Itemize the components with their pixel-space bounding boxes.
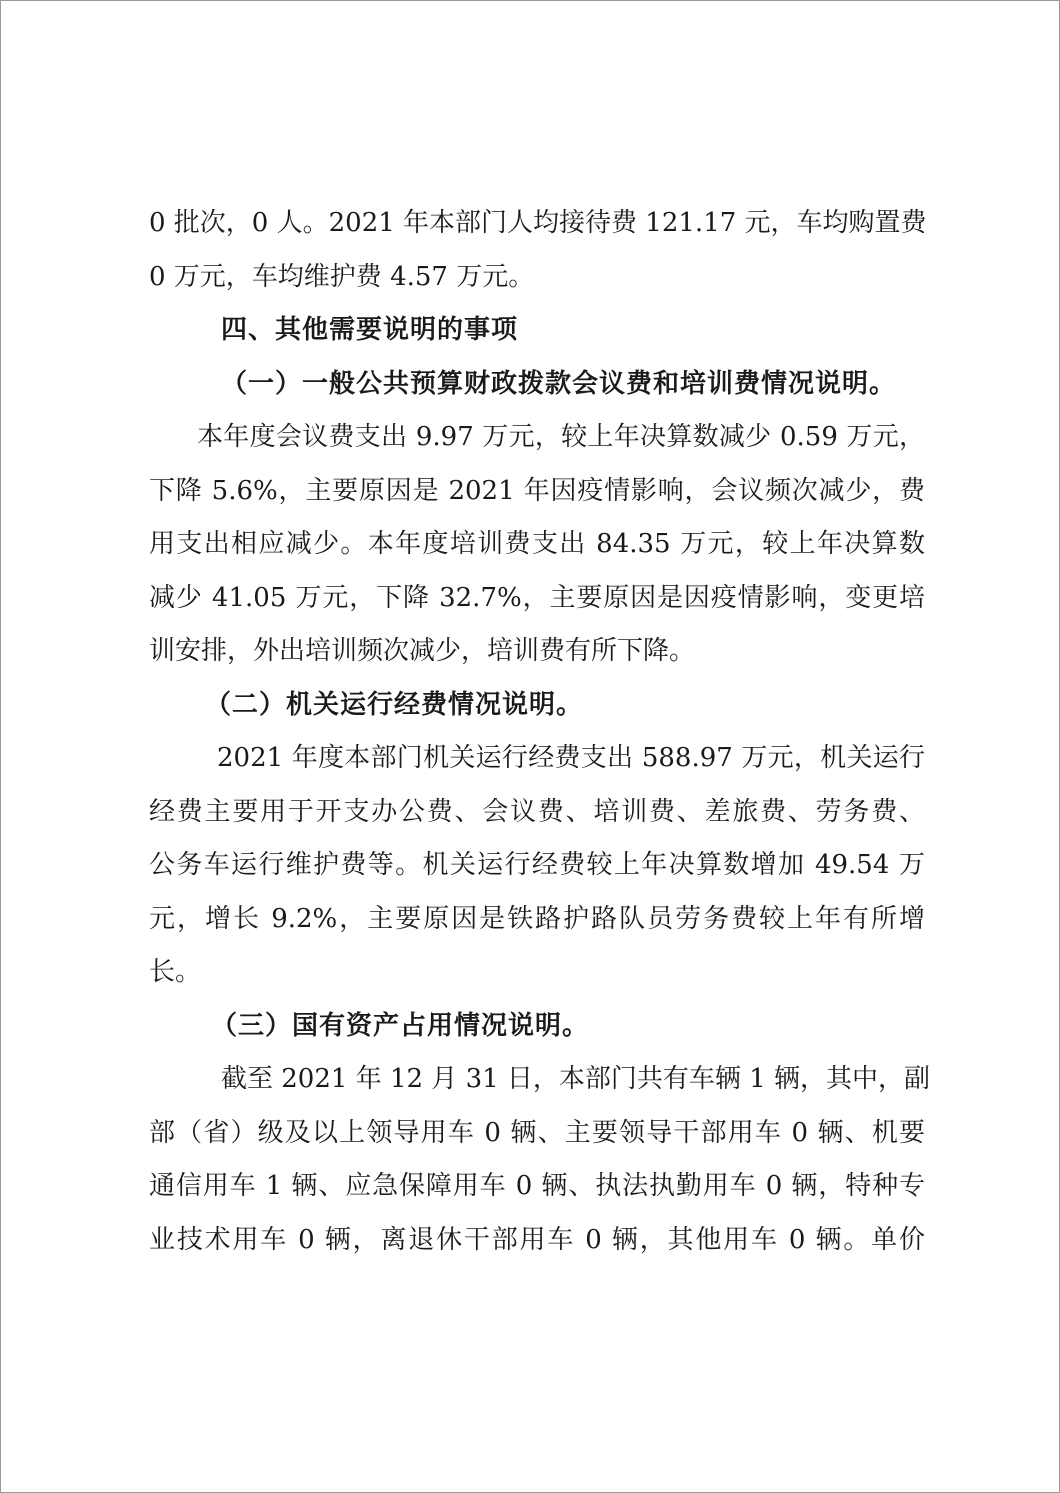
- document-body: [149, 197, 930, 1267]
- subsection-3-paragraph-line: 通信用车 1 辆、应急保障用车 0 辆、执法执勤用车 0 辆，特种专: [149, 1171, 925, 1201]
- intro-line-1: 0 批次，0 人。2021 年本部门人均接待费 121.17 元，车均购置费: [149, 208, 927, 238]
- subsection-3-title: （三）国有资产占用情况说明。: [211, 1010, 590, 1041]
- subsection-1-paragraph-line: 用支出相应减少。本年度培训费支出 84.35 万元，较上年决算数: [149, 529, 925, 559]
- subsection-2-paragraph-line: 长。: [149, 957, 202, 987]
- subsection-3-paragraph-line: 业技术用车 0 辆，离退休干部用车 0 辆，其他用车 0 辆。单价: [149, 1224, 925, 1255]
- subsection-2-paragraph-line: 元，增长 9.2%，主要原因是铁路护路队员劳务费较上年有所增: [149, 903, 925, 934]
- subsection-2-title: （二）机关运行经费情况说明。: [205, 689, 584, 720]
- subsection-2-paragraph-line: 经费主要用于开支办公费、会议费、培训费、差旅费、劳务费、: [149, 796, 925, 827]
- subsection-1-paragraph-line: 下降 5.6%，主要原因是 2021 年因疫情影响，会议频次减少，费: [149, 475, 925, 506]
- subsection-3-paragraph-line: 截至 2021 年 12 月 31 日，本部门共有车辆 1 辆，其中，副: [221, 1064, 930, 1094]
- subsection-2-paragraph-line: 2021 年度本部门机关运行经费支出 588.97 万元，机关运行: [217, 743, 925, 773]
- subsection-1-paragraph-line: 训安排，外出培训频次减少，培训费有所下降。: [149, 636, 696, 666]
- subsection-1-paragraph-line: 减少 41.05 万元，下降 32.7%，主要原因是因疫情影响，变更培: [149, 582, 925, 613]
- subsection-1-paragraph-line: 本年度会议费支出 9.97 万元，较上年决算数减少 0.59 万元，: [197, 422, 925, 452]
- subsection-1-title: （一）一般公共预算财政拨款会议费和培训费情况说明。: [221, 368, 897, 399]
- intro-line-2: 0 万元，车均维护费 4.57 万元。: [149, 261, 535, 292]
- section-four-title: 四、其他需要说明的事项: [221, 315, 519, 345]
- subsection-3-paragraph-line: 部（省）级及以上领导用车 0 辆、主要领导干部用车 0 辆、机要: [149, 1117, 925, 1148]
- subsection-2-paragraph-line: 公务车运行维护费等。机关运行经费较上年决算数增加 49.54 万: [149, 850, 925, 880]
